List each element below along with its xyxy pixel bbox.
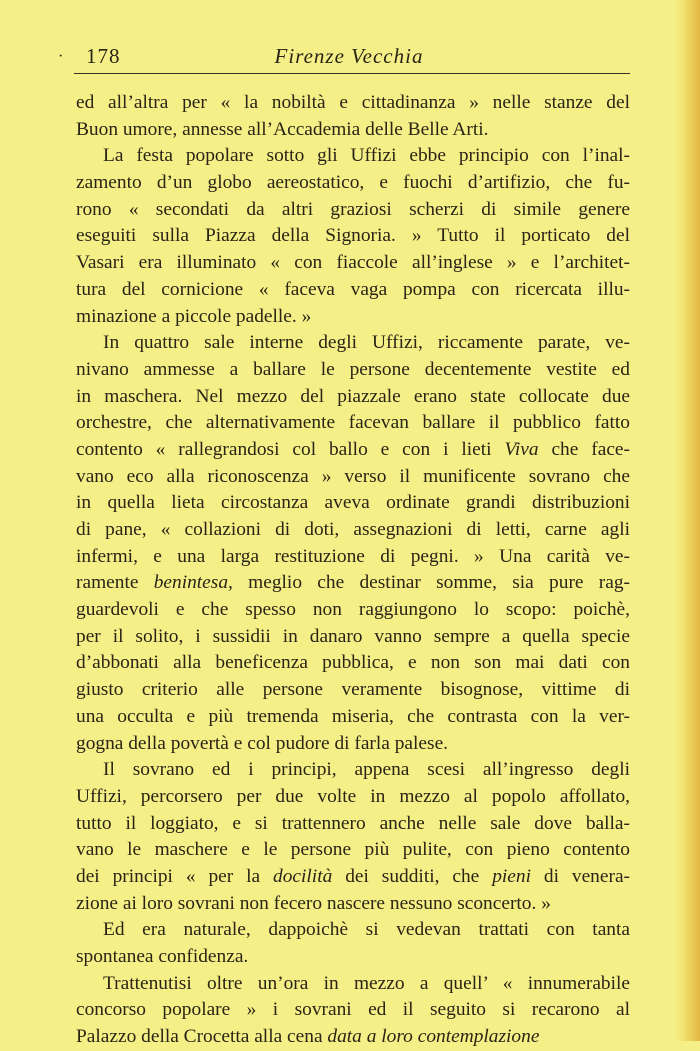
text-line: In quattro sale interne degli Uffizi, riccamente parate, ve- — [103, 332, 630, 354]
text-line: Buon umore, annesse all’Accademia delle Belle Arti. — [76, 118, 489, 140]
text-line: Vasari era illuminato « con fiaccole all’inglese » e l’architet- — [76, 252, 630, 274]
text-line: rono « secondati da altri graziosi scherzi di simile genere — [76, 198, 630, 220]
text-line: infermi, e una larga restituzione di pegni. » Una carità ve- — [76, 545, 630, 567]
page-number: 178 — [86, 44, 121, 68]
paragraph — [76, 330, 630, 757]
text-line: tutto il loggiato, e si trattennero anche nelle sale dove balla- — [76, 812, 630, 834]
margin-dot: · — [58, 48, 64, 65]
text-line: vano eco alla riconoscenza » verso il munificente sovrano che — [76, 465, 630, 487]
italic-text: Viva — [504, 438, 539, 460]
text-line: Palazzo della Crocetta alla cena data a loro contemplazione — [76, 1026, 540, 1048]
text-line: Uffizi, percorsero per due volte in mezzo al popolo affollato, — [76, 785, 630, 807]
text-line: Il sovrano ed i principi, appena scesi all’ingresso degli — [103, 759, 630, 781]
italic-text: pieni — [492, 865, 531, 887]
text-line: zamento d’un globo aereostatico, e fuochi d’artifizio, che fu- — [76, 172, 630, 194]
text-line: gogna della povertà e col pudore di farla palese. — [76, 732, 449, 754]
text-line: ramente benintesa, meglio che destinar somme, sia pure rag- — [76, 572, 630, 594]
running-title: Firenze Vecchia — [274, 44, 424, 68]
page-header — [58, 44, 632, 72]
paragraph — [76, 971, 630, 1051]
text-line: nivano ammesse a ballare le persone decentemente vestite ed — [76, 358, 630, 380]
text-line: Trattenutisi oltre un’ora in mezzo a quell’ « innumerabile — [103, 972, 630, 994]
paragraph — [76, 757, 630, 917]
text-line: La festa popolare sotto gli Uffizi ebbe principio con l’inal- — [103, 145, 630, 167]
text-line: spontanea confidenza. — [76, 946, 249, 967]
text-line: eseguiti sulla Piazza della Signoria. » Tutto il porticato del — [76, 225, 630, 247]
text-line: contento « rallegrandosi col ballo e con i lieti Viva che face- — [76, 438, 630, 460]
text-line: d’abbonati alla beneficenza pubblica, e non son mai dati con — [76, 652, 630, 674]
text-line: guardevoli e che spesso non raggiungono lo scopo: poichè, — [76, 599, 630, 621]
paragraph — [76, 90, 630, 143]
text-line: una occulta e più tremenda miseria, che contrasta con la ver- — [76, 705, 630, 727]
page-edge — [674, 0, 700, 1041]
text-line: ed all’altra per « la nobiltà e cittadinanza » nelle stanze del — [76, 92, 630, 113]
text-line: in quella lieta circostanza aveva ordinate grandi distribuzioni — [76, 492, 630, 514]
text-line: orchestre, che alternativamente facevan ballare il pubblico fatto — [76, 412, 630, 434]
body-text — [76, 90, 630, 1051]
header-rule — [74, 73, 630, 74]
text-line: per il solito, i sussidii in danaro vanno sempre a quella specie — [76, 625, 630, 647]
text-line: minazione a piccole padelle. » — [76, 305, 312, 327]
text-line: dei principi « per la docilità dei sudditi, che pieni di venera- — [76, 865, 631, 887]
text-line: di pane, « collazioni di doti, assegnazioni di letti, carne agli — [76, 519, 630, 540]
text-line: giusto criterio alle persone veramente bisognose, vittime di — [76, 679, 630, 701]
paragraph — [76, 917, 630, 970]
text-line: vano le maschere e le persone più pulite, con pieno contento — [76, 839, 630, 861]
italic-text: data a loro contemplazione — [327, 1026, 540, 1048]
text-line: tura del cornicione « faceva vaga pompa con ricercata illu- — [76, 278, 630, 300]
italic-text: benintesa, — [153, 572, 233, 594]
text-line: in maschera. Nel mezzo del piazzale erano state collocate due — [76, 385, 630, 407]
text-line: concorso popolare » i sovrani ed il seguito si recarono al — [76, 999, 630, 1021]
text-line: zione ai loro sovrani non fecero nascere nessuno sconcerto. » — [76, 892, 551, 914]
text-line: Ed era naturale, dappoichè si vedevan trattati con tanta — [103, 919, 630, 941]
paragraph — [76, 143, 630, 330]
italic-text: docilità — [273, 865, 333, 887]
